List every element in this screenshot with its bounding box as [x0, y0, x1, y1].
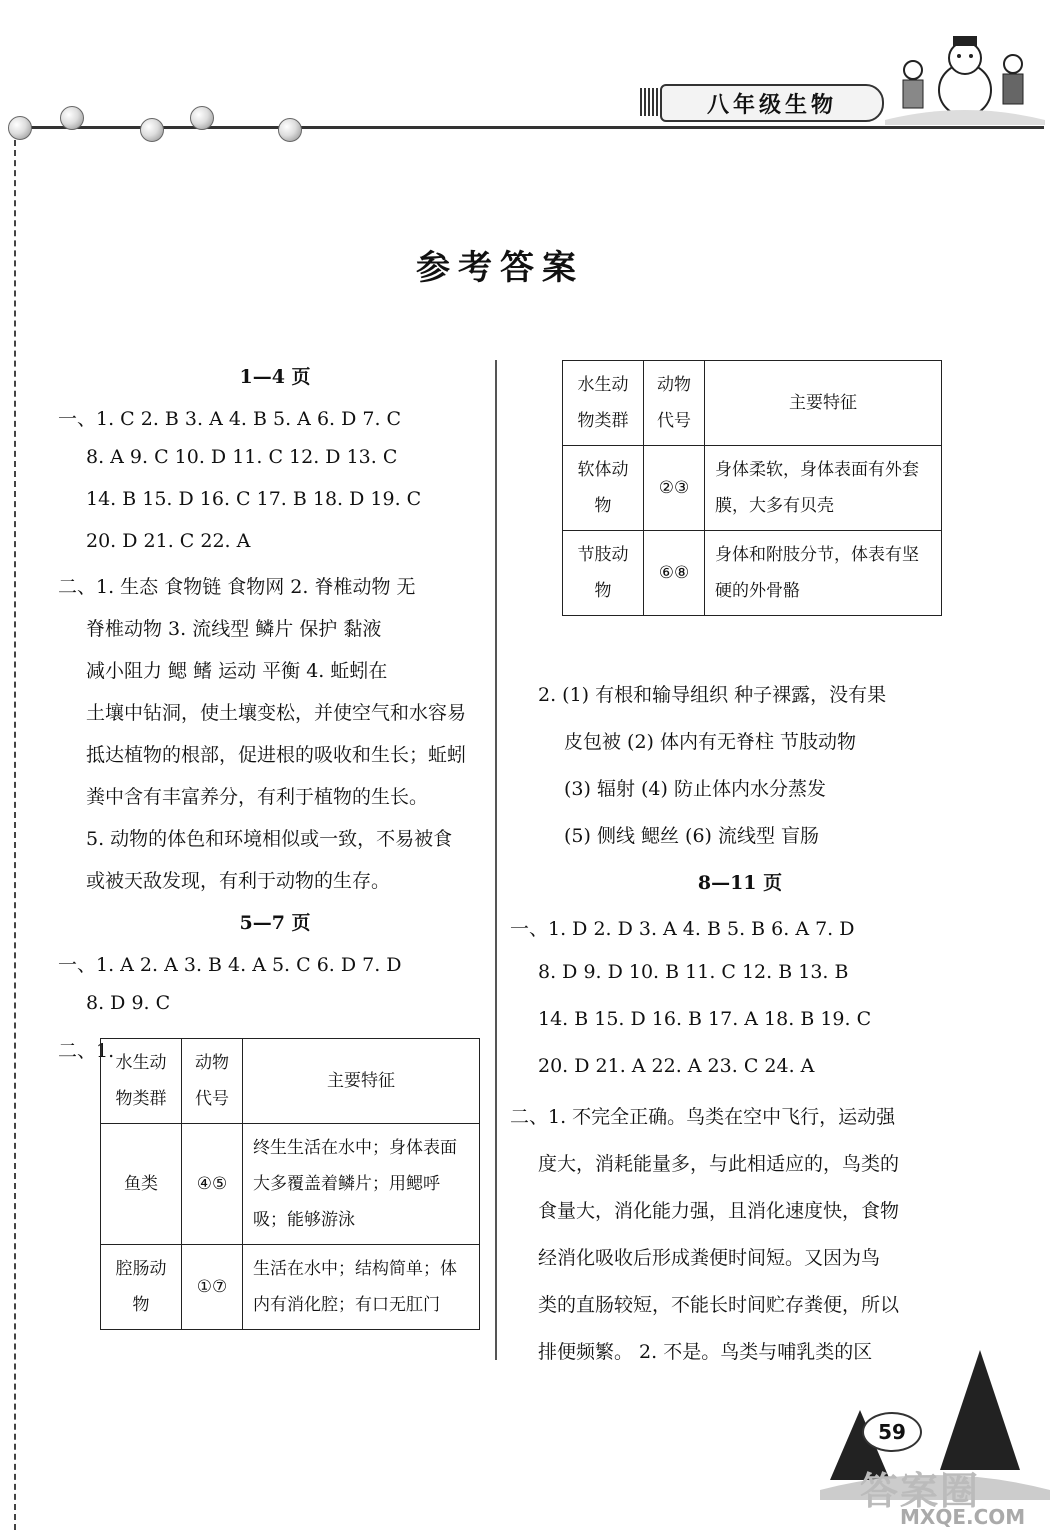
answer-line: 一、1. D 2. D 3. A 4. B 5. B 6. A 7. D: [510, 918, 855, 940]
bead-decoration: [190, 106, 214, 130]
table-cell: ②③: [644, 446, 705, 531]
answer-line: (3) 辐射 (4) 防止体内水分蒸发: [564, 778, 826, 800]
left-dashed-margin: [14, 130, 16, 1530]
section-heading: 5—7 页: [239, 912, 311, 934]
page-title: 参考答案: [416, 248, 584, 288]
table-cell: 软体动物: [563, 446, 644, 531]
answer-line: 度大，消耗能量多，与此相适应的，鸟类的: [538, 1153, 900, 1175]
header-stripes: [640, 88, 660, 116]
table-cell: 身体柔软，身体表面有外套膜，大多有贝壳: [705, 446, 942, 531]
table-row: [563, 446, 942, 531]
animal-table-left: [100, 1038, 480, 1330]
table-header-row: [563, 361, 942, 446]
table-row: [101, 1124, 480, 1245]
table-cell: ⑥⑧: [644, 531, 705, 616]
header-rule: [14, 126, 1044, 129]
answer-line: 14. B 15. D 16. C 17. B 18. D 19. C: [86, 488, 422, 510]
table-row: [101, 1245, 480, 1330]
answer-line: 二、1. 不完全正确。鸟类在空中飞行，运动强: [510, 1106, 896, 1128]
table-row: [563, 531, 942, 616]
animal-table-right: [562, 360, 942, 616]
answer-line: 减小阻力 鳃 鳍 运动 平衡 4. 蚯蚓在: [86, 660, 388, 682]
table-cell: 鱼类: [101, 1124, 182, 1245]
answer-line: 脊椎动物 3. 流线型 鳞片 保护 黏液: [86, 618, 382, 640]
answer-line: 14. B 15. D 16. B 17. A 18. B 19. C: [538, 1008, 872, 1030]
bead-decoration: [140, 118, 164, 142]
bead-decoration: [8, 116, 32, 140]
answer-line: 类的直肠较短，不能长时间贮存粪便，所以: [538, 1294, 900, 1316]
answer-line: 土壤中钻洞，使土壤变松，并使空气和水容易: [86, 702, 467, 724]
table-cell: 终生生活在水中；身体表面大多覆盖着鳞片；用鳃呼吸；能够游泳: [243, 1124, 480, 1245]
section-heading: 8—11 页: [697, 872, 783, 894]
answer-line: 粪中含有丰富养分，有利于植物的生长。: [86, 786, 429, 808]
answer-line: 皮包被 (2) 体内有无脊柱 节肢动物: [564, 731, 857, 753]
table-header-cell: 动物代号: [644, 361, 705, 446]
answer-line: 二、1. 生态 食物链 食物网 2. 脊椎动物 无: [58, 576, 416, 598]
answer-line: 20. D 21. A 22. A 23. C 24. A: [538, 1055, 815, 1077]
answer-line: 一、1. A 2. A 3. B 4. A 5. C 6. D 7. D: [58, 954, 402, 976]
answer-line: 20. D 21. C 22. A: [86, 530, 251, 552]
answer-line: 8. D 9. D 10. B 11. C 12. B 13. B: [538, 961, 849, 983]
answer-line: 经消化吸收后形成粪便时间短。又因为鸟: [538, 1247, 881, 1269]
bead-decoration: [278, 118, 302, 142]
answer-line: 抵达植物的根部，促进根的吸收和生长；蚯蚓: [86, 744, 467, 766]
snowman-kids-illustration: [885, 30, 1045, 125]
watermark-url: MXQE.COM: [900, 1505, 1026, 1529]
answer-line: 5. 动物的体色和环境相似或一致，不易被食: [86, 828, 453, 850]
answer-line: 排便频繁。 2. 不是。鸟类与哺乳类的区: [538, 1341, 873, 1363]
page-number: 59: [862, 1412, 922, 1452]
subject-header: 八年级生物: [660, 84, 884, 122]
answer-line: 食量大，消化能力强，且消化速度快，食物: [538, 1200, 900, 1222]
bead-decoration: [60, 106, 84, 130]
table-cell: 生活在水中；结构简单；体内有消化腔；有口无肛门: [243, 1245, 480, 1330]
table-cell: 腔肠动物: [101, 1245, 182, 1330]
table-header-row: [101, 1039, 480, 1124]
answer-line: 8. D 9. C: [86, 992, 171, 1014]
table-cell: ①⑦: [182, 1245, 243, 1330]
column-divider: [495, 360, 497, 1360]
table-cell: ④⑤: [182, 1124, 243, 1245]
section-heading: 1—4 页: [239, 366, 311, 388]
table-header-cell: 水生动物类群: [101, 1039, 182, 1124]
answer-line: 一、1. C 2. B 3. A 4. B 5. A 6. D 7. C: [58, 408, 402, 430]
answer-line: 或被天敌发现，有利于动物的生存。: [86, 870, 391, 892]
answer-line: 8. A 9. C 10. D 11. C 12. D 13. C: [86, 446, 398, 468]
answer-line: (5) 侧线 鳃丝 (6) 流线型 盲肠: [564, 825, 820, 847]
table-header-cell: 动物代号: [182, 1039, 243, 1124]
watermark-logo: 答案圈: [860, 1469, 981, 1513]
answer-line: 二、1.: [58, 1040, 115, 1062]
table-header-cell: 水生动物类群: [563, 361, 644, 446]
table-header-cell: 主要特征: [243, 1039, 480, 1124]
table-cell: 身体和附肢分节，体表有坚硬的外骨骼: [705, 531, 942, 616]
table-cell: 节肢动物: [563, 531, 644, 616]
table-header-cell: 主要特征: [705, 361, 942, 446]
answer-line: 2. (1) 有根和输导组织 种子裸露，没有果: [538, 684, 887, 706]
